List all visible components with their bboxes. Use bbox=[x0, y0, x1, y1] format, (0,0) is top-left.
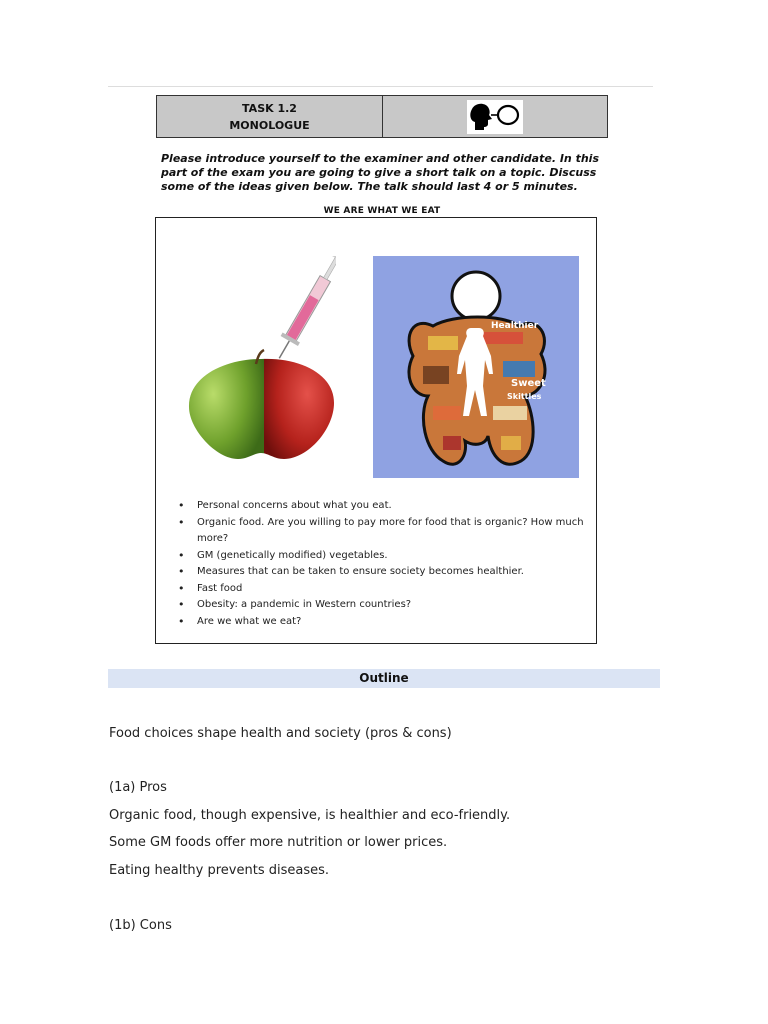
list-item: • Measures that can be taken to ensure society becomes healthier. bbox=[178, 564, 588, 581]
pros-point: Eating healthy prevents diseases. bbox=[109, 863, 330, 878]
pros-point: Organic food, though expensive, is healthier and eco-friendly. bbox=[109, 808, 511, 823]
topic-box bbox=[155, 217, 597, 644]
discussion-points-list bbox=[178, 498, 588, 630]
outline-thesis: Food choices shape health and society (pros & cons) bbox=[109, 726, 452, 741]
task-instructions: Please introduce yourself to the examiner and other candidate. In this part of the exam you are going to give a short talk on a topic. Discuss some of the ideas given below. The talk should last 4 or 5 minutes. bbox=[161, 152, 599, 193]
list-item: • Organic food. Are you willing to pay more for food that is organic? How much more? bbox=[178, 515, 588, 548]
list-item: • GM (genetically modified) vegetables. bbox=[178, 548, 588, 565]
junk-food-body-collage-image bbox=[373, 256, 579, 478]
top-divider bbox=[108, 86, 653, 87]
task-label-cell bbox=[157, 96, 383, 137]
topic-title: WE ARE WHAT WE EAT bbox=[323, 206, 441, 216]
injected-apple-image bbox=[186, 256, 336, 466]
task-number: TASK 1.2 bbox=[242, 101, 297, 115]
list-item: • Obesity: a pandemic in Western countries? bbox=[178, 597, 588, 614]
list-item: • Are we what we eat? bbox=[178, 614, 588, 631]
list-item: • Personal concerns about what you eat. bbox=[178, 498, 588, 515]
outline-heading: Outline bbox=[108, 669, 660, 688]
list-item: • Fast food bbox=[178, 581, 588, 598]
collage-word-sweet: Sweet bbox=[511, 378, 546, 389]
pros-heading: (1a) Pros bbox=[109, 780, 167, 795]
pros-point: Some GM foods offer more nutrition or lower prices. bbox=[109, 835, 448, 850]
task-icon-cell bbox=[383, 96, 607, 137]
task-header-table bbox=[156, 95, 608, 138]
collage-word-healthier: Healthier bbox=[491, 321, 539, 331]
cons-heading: (1b) Cons bbox=[109, 918, 172, 933]
speaker-with-speech-bubble-icon bbox=[467, 100, 523, 134]
task-type: MONOLOGUE bbox=[229, 118, 310, 132]
collage-word-skittles: Skittles bbox=[507, 392, 542, 401]
